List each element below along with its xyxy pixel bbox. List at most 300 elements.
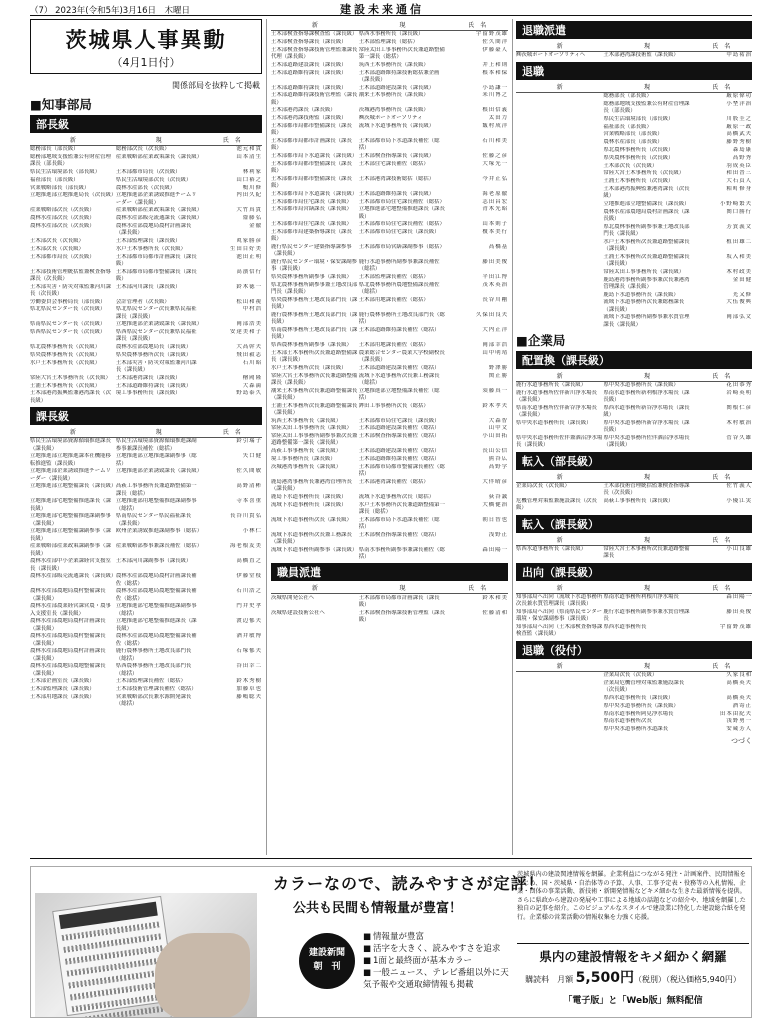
subscription-price: 購読料 月額 5,500円（税別）（税込価格5,940円） (525, 970, 741, 986)
person-name: 酒寄正 (732, 702, 752, 709)
person-name: 寺本喜重 (236, 498, 262, 505)
current-post: 県西水道事務所長 (603, 624, 647, 631)
person-name: 小優江実 (726, 498, 752, 505)
current-post: 鹿行水道事務所副参事兼水質管理課長 (603, 609, 690, 623)
personnel-row (30, 694, 262, 709)
person-name: 高野清彬 (236, 483, 262, 490)
new-post (516, 711, 603, 718)
roster-list (516, 52, 752, 60)
current-post: 立地推進部企業誘致課長（課長級） (115, 321, 202, 328)
personnel-row (516, 147, 752, 155)
personnel-row (30, 184, 262, 192)
personnel-row (271, 342, 508, 350)
roster-list (516, 546, 752, 561)
personnel-row (30, 253, 262, 268)
new-post: 土木部次長（次長級） (30, 245, 84, 252)
person-name: 井上和則 (482, 61, 508, 68)
current-post: 県西水道事務所長（課長級） (603, 695, 674, 702)
current-post: 流域下水道事務所次長兼工務課長（総括） (358, 372, 440, 386)
person-name: 川股圭之 (726, 115, 752, 122)
new-post: 土木部次長（次長級） (30, 238, 84, 245)
personnel-row (516, 170, 752, 178)
current-post: 土木部港湾課長（課長級） (115, 374, 181, 381)
new-post: 土木部都市局住宅課長（課長級） (271, 221, 352, 228)
new-post (516, 239, 603, 253)
person-name: 森島康 (732, 147, 752, 154)
person-name: 森田陽一 (482, 546, 508, 553)
personnel-row (516, 382, 752, 390)
new-post (516, 93, 603, 100)
current-post: 土木部検査指導課技術管理監（課長級） (358, 609, 445, 623)
new-post (516, 101, 603, 115)
person-name: 関正勝 (488, 372, 508, 379)
new-post: 県西県民センター長（次長級） (30, 329, 106, 336)
current-post: 県北農林事務所副参事兼土地改良部門長（課長級） (603, 223, 690, 238)
person-name: 荻谷誠 (488, 493, 508, 500)
new-post: 農林水産部農地局農地整備課長（課長級） (30, 663, 106, 677)
current-post: 県中央水道事務所新谷浄水場長（課長級） (603, 420, 690, 434)
section-heading: 出向（課長級） (516, 563, 752, 581)
column-header: 新 現 氏 名 (516, 582, 752, 594)
personnel-row (516, 726, 752, 734)
person-name: 藤嶋聡夫 (236, 694, 262, 701)
new-post (516, 139, 603, 146)
current-post: 農林水産部長（次長級） (115, 184, 176, 191)
current-post: 土木部検査指導課長補佐（総括） (358, 433, 440, 440)
new-post: 常陸大宮土木事務所次長兼道路整備課長（課長級） (271, 372, 358, 386)
personnel-row (516, 155, 752, 163)
personnel-row (516, 239, 752, 254)
current-post: 常陸大宮土木事務所長（次長級） (603, 170, 685, 177)
person-name: 高橋直之 (236, 558, 262, 565)
person-name: 坂入和美 (726, 253, 752, 260)
current-post: 県南水道事務所阿見浄水場長 (603, 710, 674, 717)
section-heading: 退職 (516, 62, 752, 80)
personnel-row (516, 131, 752, 139)
new-post: 農林水産部次長（次長級） (30, 215, 95, 222)
personnel-row (271, 123, 508, 138)
headline: 茨城県人事異動 (65, 28, 227, 52)
new-post: 鹿行県民センター環境・保安課副参事（課長級） (271, 259, 358, 273)
person-name: 小山良雄 (726, 546, 752, 553)
current-post: 土木部道路建設課長補佐（総括） (358, 448, 440, 455)
roster-list (516, 594, 752, 639)
personnel-row (271, 546, 508, 561)
new-post: 流域下水道事務所次長兼工務課長（課長級） (271, 531, 352, 545)
personnel-row (30, 618, 262, 633)
person-name: 野澤勝 (488, 364, 508, 371)
current-post: 土木部都市局都市整備課長補佐（総括） (358, 463, 445, 478)
person-name: 小野崎繁夫 (720, 201, 752, 208)
column-header: 新 現 氏 名 (516, 534, 752, 546)
person-name: 飛田毅志 (236, 352, 262, 359)
person-name: 大竹真貴 (236, 207, 262, 214)
person-name: 鈴木和美 (482, 594, 508, 601)
new-post: 土木部都市局下水道課長（課長級） (271, 190, 358, 197)
new-post (516, 292, 603, 299)
person-name: 生田目好美 (230, 245, 262, 252)
new-post: 水戸土木事務所次長（課長級） (271, 364, 347, 371)
current-post: 鹿行水道事務所副参事兼課長補佐（総括） (358, 259, 440, 273)
person-name: 小林仁 (242, 528, 262, 535)
person-name: 米川博之 (482, 92, 508, 99)
current-post: 県民生活環境部長（部長級） (603, 115, 674, 122)
personnel-row (30, 360, 262, 375)
column-header: 新 現 氏 名 (516, 660, 752, 672)
personnel-row (30, 468, 262, 483)
new-post (516, 116, 603, 123)
personnel-row (516, 695, 752, 703)
person-name: 石川浩之 (236, 588, 262, 595)
current-post: 県央農林事務所長（次長級） (603, 154, 674, 161)
new-post: 流域下水道事務所次長（課長級） (271, 516, 352, 523)
personnel-row (271, 69, 508, 84)
person-name: 志田昌宏 (482, 198, 508, 205)
personnel-row (516, 201, 752, 209)
new-post: 鹿島下水道事務所長（課長級） (271, 493, 347, 500)
person-name: 鈴引瑞子 (236, 438, 262, 445)
person-name: 高濱信行 (236, 268, 262, 275)
new-post (516, 131, 603, 138)
current-post: 土木部都市局営繕課副参事（総括） (358, 244, 445, 251)
personnel-row (271, 448, 508, 456)
ad-feature: ■ 1面と最終面が基本カラー (363, 955, 513, 967)
personnel-row (516, 276, 752, 291)
ad-catchphrase: 県内の建設情報をキメ細かく網羅 (539, 949, 727, 964)
current-post: 県北農林事務所農地整備課長補佐（総括） (358, 282, 440, 296)
new-post (516, 726, 603, 733)
current-post: 農林水産部農地局農村計画課長（課長級） (603, 208, 690, 223)
personnel-row (30, 207, 262, 215)
person-name: 小山田拓 (482, 433, 508, 440)
new-post: 茨城港湾事務所長（課長級） (271, 463, 342, 470)
personnel-row (516, 710, 752, 718)
new-post: 立地推進部立地推進課本社機能移転推進監（課長級） (30, 453, 111, 467)
column-3 (516, 19, 752, 855)
person-name: 佐久間敏 (236, 468, 262, 475)
personnel-row (30, 603, 262, 618)
person-name: 山口裕之 (236, 176, 262, 183)
new-post: 土木部都市局建築指導課長（課長級） (271, 229, 352, 243)
person-name: 長山公信 (482, 448, 508, 455)
current-post: 流域下水道事務所長（課長級） (358, 123, 435, 130)
current-post: 鹿島港湾事務所副参事兼次長兼港湾管理課長（課長級） (603, 276, 690, 290)
current-post: 県南水道事務所新利根浄水場長（課長級） (603, 390, 690, 404)
current-post: 土木部都市局下水道課長補佐（総括） (358, 138, 440, 152)
person-name: 大内正洋 (482, 327, 508, 334)
current-post: 立地推進部宅地整備推進課副参事（総括） (115, 603, 197, 617)
current-post: 土木部災害・防災対策監兼河川課長（課長級） (115, 359, 197, 374)
new-post: 立地推進部宅地整備推進課長（課長級） (30, 498, 111, 512)
current-post: 高萩工事事務所長（課長級） (603, 498, 674, 505)
person-name: 和田晋三 (726, 170, 752, 177)
personnel-row (516, 123, 752, 131)
current-post: 県中央水道事務所佐伴涸沼浄水場長（課長級） (603, 435, 690, 449)
ad-slogan: カラーなので、読みやすさが定評！ (273, 874, 545, 893)
personnel-row (30, 663, 262, 678)
new-post: 労働委員会事務局長（部長級） (30, 298, 106, 305)
person-name: 中島祐治 (726, 52, 752, 59)
person-name: 高橋武夫 (726, 131, 752, 138)
new-post (516, 147, 603, 154)
new-post: 土木部道路建設課長（課長級） (271, 61, 347, 68)
person-name: 宇留野茂雄 (720, 624, 752, 631)
new-post: 立地推進部立地整備課長（課長級） (30, 483, 116, 490)
new-post (516, 672, 603, 679)
date-line: 2023年(令和5年)3月16日 木曜日 (55, 6, 191, 16)
person-name: 山本清生 (236, 154, 262, 161)
current-post: 農林水産部農地局農村計画課長補佐（総括） (115, 573, 197, 587)
personnel-row (271, 221, 508, 229)
current-post: 会計管理者（次長級） (115, 298, 170, 305)
current-post: 土木部道路維持課長補佐（総括） (358, 327, 440, 334)
person-name: 金田健 (732, 276, 752, 283)
column-header: 新 現 氏 名 (30, 426, 262, 438)
person-name: 高野秀 (732, 154, 752, 161)
personnel-row (30, 246, 262, 254)
new-post: 土木部用地課長（課長級） (30, 694, 95, 701)
personnel-row (30, 223, 262, 238)
column-divider (512, 19, 513, 855)
current-post: 流域下水道事務所次長兼総務課長（課長級） (603, 299, 685, 313)
person-name: 伊藤堂枝 (236, 573, 262, 580)
current-post: 土木部都市局住宅課長（課長級） (358, 229, 440, 236)
new-post: 立地推進部立地整備課副参事（課長級） (30, 528, 111, 542)
new-post: 産業戦略部次長（次長級） (30, 207, 95, 214)
column-2 (271, 19, 508, 855)
person-name: 大橋健治 (482, 501, 508, 508)
personnel-row (271, 425, 508, 433)
current-post: 農林水産部農地局農村計画課長（課長級） (115, 223, 192, 237)
current-post: 土木部監理課長補佐（総括） (358, 274, 429, 281)
person-name: 加藤卓也 (236, 686, 262, 693)
new-post: 境工事事務所長（課長級） (271, 456, 336, 463)
headline-box (30, 19, 262, 74)
new-post: 土木部道路維持課長（課長級） (271, 84, 347, 91)
column-header: 新 現 氏 名 (516, 40, 752, 52)
current-post: 総務部次長（次長級） (115, 146, 170, 153)
person-name: 光又修 (732, 291, 752, 298)
current-post: 土木部都市局都市計画課長（課長級） (358, 594, 440, 608)
person-name: 矢口健 (242, 453, 262, 460)
section-heading: 退職（役付） (516, 641, 752, 659)
personnel-row (271, 327, 508, 342)
current-post: 県北農林事務所長（次長級） (603, 147, 674, 154)
new-post: 農林水産部中小企業課経営支援室長（課長級） (30, 558, 111, 572)
person-name: 久保田良夫 (476, 312, 508, 319)
page-number: （7） 2023年(令和5年)3月16日 木曜日 (30, 6, 191, 16)
new-post (516, 209, 603, 223)
person-name: 平田江博 (482, 274, 508, 281)
personnel-row (516, 254, 752, 269)
person-name: 門井史孝 (236, 603, 262, 610)
personnel-row (271, 365, 508, 373)
personnel-row (30, 321, 262, 329)
column-divider (266, 19, 267, 855)
new-post: 土浦土木事務所次長兼道路整備課長（課長級） (271, 402, 358, 416)
personnel-row (271, 198, 508, 206)
personnel-row (30, 306, 262, 321)
personnel-row (271, 274, 508, 282)
new-post: 土木部道路維持課技術管理監（課長級） (271, 92, 358, 106)
effective-date: （4月1日付） (111, 56, 181, 69)
current-post: 総務部長（部長級） (603, 93, 652, 100)
new-post (516, 186, 603, 200)
current-post: 土木部港湾課長補佐（総括） (358, 478, 429, 485)
new-post: 産業戦略部産業政策課副参事（課長級） (30, 543, 111, 557)
current-post: 土木部都市局住宅課長補佐（総括） (358, 221, 445, 228)
person-name: 太田力 (488, 115, 508, 122)
dept-heading: ■ 知事部局 (30, 95, 262, 113)
personnel-row (30, 298, 262, 306)
new-post: 県南県民センター長（次長級） (30, 321, 106, 328)
person-name: 大石貞人 (726, 178, 752, 185)
new-post: 土木部道路維持課長（課長級） (271, 69, 347, 76)
person-name: 宇留野茂雄 (476, 31, 508, 38)
current-post: 水戸土木事務所次長兼道路整備第一課長（総括） (358, 501, 445, 515)
person-name: 海老根友美 (230, 543, 262, 550)
new-post: 農林水産部農地局農村計画課長（課長級） (30, 618, 106, 632)
personnel-row (30, 686, 262, 694)
person-name: 山本則子 (482, 221, 508, 228)
person-name: 岡部弘文 (726, 314, 752, 321)
new-post: 土木部都市局都市整備課長（課長級） (271, 175, 352, 190)
personnel-row (30, 154, 262, 169)
person-name: 榎本美行 (482, 229, 508, 236)
new-post: 土木部都市局都市計画課長（課長級） (271, 138, 352, 152)
personnel-row (271, 594, 508, 609)
section-heading: 部長級 (30, 115, 262, 133)
current-post: 総務部地域支援監兼公有財産管理課長（部長級） (603, 100, 690, 115)
personnel-row (516, 52, 752, 60)
new-post: 県民生活環境部資源循環推進課長（課長級） (30, 438, 111, 452)
masthead: 建設未来通信 (340, 3, 424, 16)
current-post: 土木部道路建設課長補佐（総括） (358, 425, 440, 432)
new-post: 茨城県建設技術公社へ (271, 609, 325, 616)
section-heading: 退職派遣 (516, 21, 752, 39)
current-post: 流域下水道事務所副参事兼水質管理課長（課長級） (603, 314, 690, 328)
new-post: 土木部技術管理統括監兼検査指導課長（次長級） (30, 268, 111, 282)
new-post (516, 695, 603, 702)
personnel-row (271, 297, 508, 312)
new-post: 県南農林事務所土地改良部門長（課長級） (271, 327, 358, 341)
morning-edition-badge: 建設新聞 朝 刊 (299, 933, 355, 989)
new-post (516, 224, 603, 238)
personnel-row (271, 433, 508, 448)
current-post: 土木部港湾課技術総括（総括） (358, 175, 435, 182)
person-name: 岡部浩美 (236, 321, 262, 328)
personnel-row (516, 291, 752, 299)
new-post: 茨城県開発公社へ (271, 594, 315, 601)
new-post (516, 269, 603, 276)
person-name: 小島謙一 (482, 84, 508, 91)
column-header: 新 現 氏 名 (271, 582, 508, 594)
person-name: 内田久紀 (236, 192, 262, 199)
personnel-row (516, 703, 752, 711)
ad-divider (517, 943, 749, 944)
new-post (516, 163, 603, 170)
personnel-row (516, 420, 752, 435)
personnel-row (30, 375, 262, 383)
new-post: 筑西土木事務所長（課長級） (271, 417, 342, 424)
current-post: 農林水産部販売流通課長（課長級） (115, 215, 202, 222)
person-name: 羽成英臣 (726, 162, 752, 169)
new-post: 県中央水道事務所長（課長級） (516, 420, 592, 427)
current-post: 立地推進部企業誘致推進チームリーダー（課長級） (115, 192, 197, 206)
current-post: 農林水産部農地局長（課長級） (115, 344, 192, 351)
current-post: 土木部都市局住宅課長補佐（総括） (358, 198, 445, 205)
personnel-row (30, 513, 262, 528)
new-post: 土木部企画室長（課長級） (30, 678, 95, 685)
new-post (516, 201, 603, 208)
current-post: 県西水事務所長（課長級） (358, 31, 424, 38)
roster-list (516, 483, 752, 513)
current-post: 土木部技術管理課長補佐（総括） (115, 686, 197, 693)
new-post (516, 124, 603, 131)
new-post: 鹿行農林事務所土地改良部門長（課長級） (271, 312, 358, 326)
current-post: 農林水産部農地局農地整備課長補佐（総括） (115, 588, 197, 602)
person-name: 高野学 (488, 463, 508, 470)
person-name: 鴨川修 (242, 184, 262, 191)
new-post: 土木部港湾課長（課長級） (271, 107, 336, 114)
current-post: 鹿行農林事務所土地改良部門長（総括） (115, 648, 192, 662)
personnel-row (30, 483, 262, 498)
current-post: 土木部住宅課長補佐（総括） (358, 160, 429, 167)
new-post: 土木部都市局都市整備課長（課長級） (271, 160, 352, 175)
current-post: 土木部道路維持課長補佐（総括） (358, 456, 440, 463)
current-post: ㈱茨城ポートオーソリティ (358, 115, 423, 122)
personnel-row (30, 498, 262, 513)
new-post: 土木部土木事務所次長兼道路整備課長（課長級） (271, 349, 358, 364)
person-name: 高橋英夫 (726, 695, 752, 702)
current-post: 立地推進部用地整備推進課副参事（総括） (115, 498, 197, 512)
personnel-row (516, 299, 752, 314)
personnel-row (30, 633, 262, 648)
personnel-row (516, 594, 752, 609)
current-post: 鹿行農林事務所土地改良部門長（総括） (358, 312, 445, 326)
person-name: 鈴木孝夫 (482, 402, 508, 409)
person-name: 粕町修身 (726, 186, 752, 193)
new-post (516, 277, 603, 291)
new-post: 県北県民センター長（次長級） (30, 306, 106, 313)
personnel-row (271, 350, 508, 365)
person-name: 酒井敏博 (236, 633, 262, 640)
new-post: 農林水産部農業経営課営農・農事入支援室長（課長級） (30, 603, 111, 617)
personnel-row (30, 169, 262, 177)
current-post: 県南水事務所副参事兼課長補佐（総括） (358, 546, 445, 560)
new-post: 常陸太田工事事務所副参事兼次長兼道路整備第一課長（課長級） (271, 433, 358, 447)
ad-subslogan: 公共も民間も情報量が豊富！ (293, 901, 463, 916)
person-name: 石川和美 (482, 138, 508, 145)
personnel-row (271, 191, 508, 199)
person-name: 中村浩 (242, 306, 262, 313)
current-post: 農業総合センター農業大学校副校長（課長級） (358, 349, 445, 364)
personnel-row (30, 192, 262, 207)
personnel-row (271, 516, 508, 531)
new-post: 鹿行水道事務所佐伴新川浄水場長（課長級） (516, 390, 597, 404)
person-name: 植田雄二 (726, 238, 752, 245)
roster-list (271, 594, 508, 624)
new-post: 土木部港湾課技術監（課長級） (271, 115, 347, 122)
current-post: 土木部河川課長（課長級） (115, 283, 181, 290)
bottom-rule (30, 858, 752, 859)
current-post: 常陸大宮土木事務所次長兼道路整備課長 (603, 546, 690, 560)
ad-feature: ■ 活字を大きく、読みやすさを追求 (363, 943, 513, 955)
current-post: 農林水産部農地局農地整備課長補佐（総括） (115, 633, 197, 647)
personnel-row (271, 161, 508, 176)
new-post: 土木部監理課長（課長級） (30, 686, 95, 693)
person-name: 朝日智也 (482, 516, 508, 523)
